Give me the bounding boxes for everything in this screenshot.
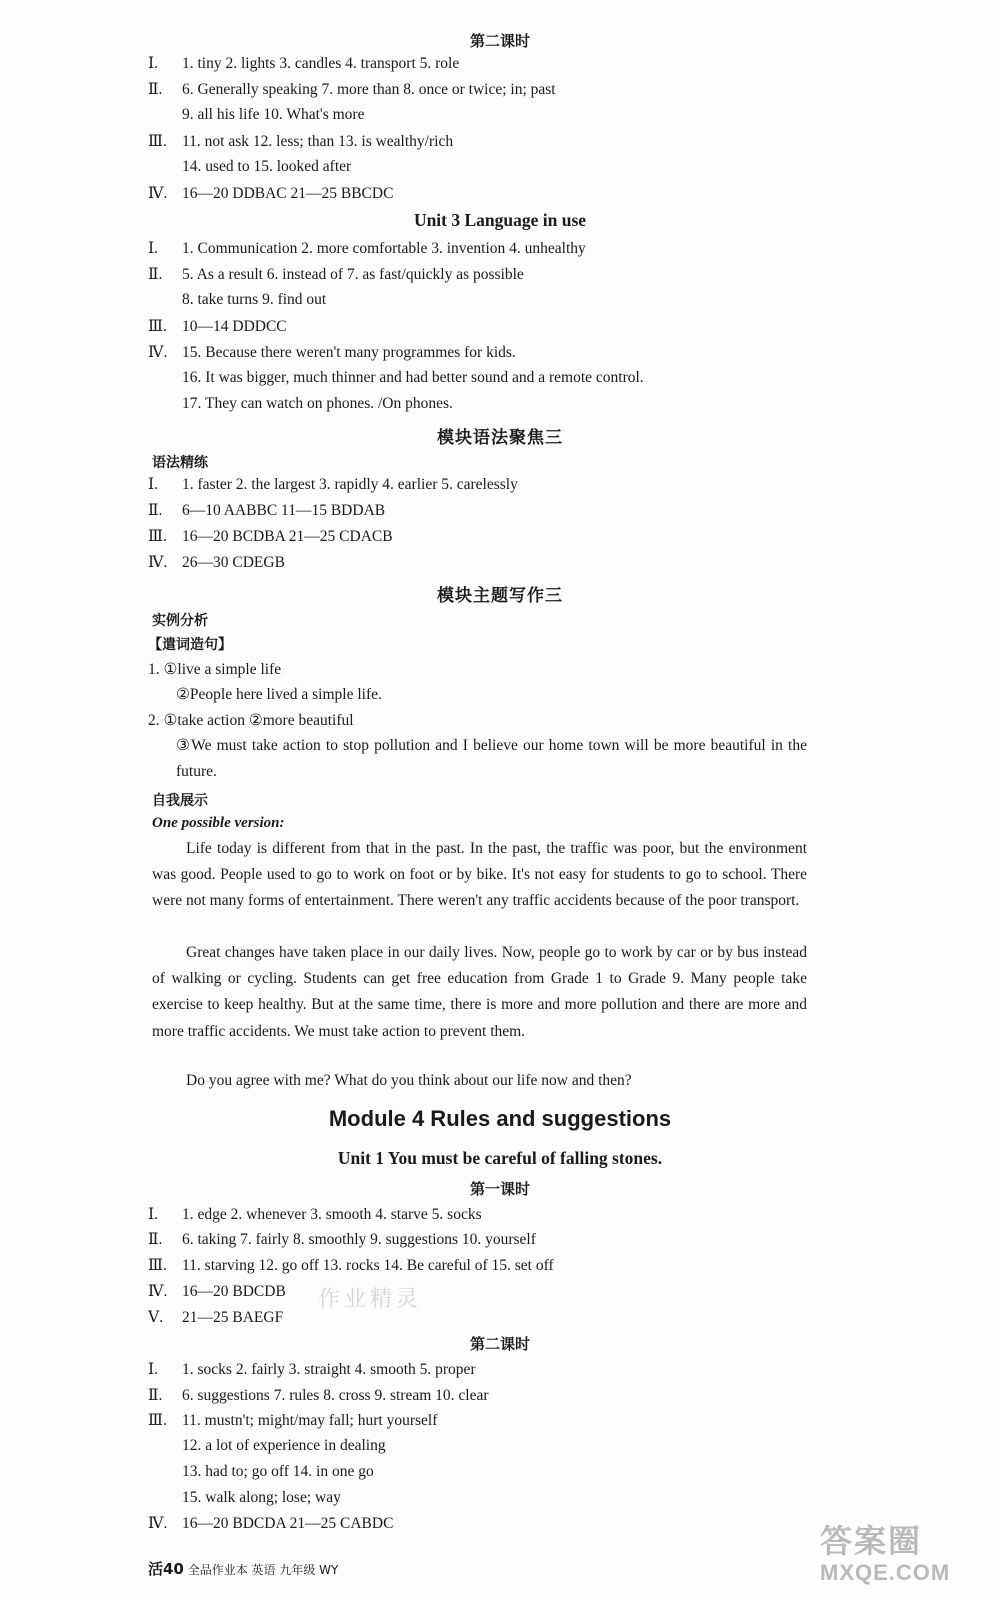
self-display-subtitle: 自我展示 xyxy=(152,793,208,809)
grammar-subtitle: 语法精练 xyxy=(152,455,208,471)
module-title: Module 4 Rules and suggestions xyxy=(328,1106,672,1131)
answer-line: Ⅲ. 11. mustn't; might/may fall; hurt yourself xyxy=(148,1412,438,1429)
grammar-module-title: 模块语法聚焦三 xyxy=(437,428,563,448)
answer-line: Ⅰ. 1. tiny 2. lights 3. candles 4. transport 5. role xyxy=(148,55,460,72)
answer-line: Ⅲ. 11. starving 12. go off 13. rocks 14. Be careful of 15. set off xyxy=(148,1257,554,1274)
stamp-url: MXQE.COM xyxy=(820,1560,951,1585)
answer-line: Ⅳ. 16—20 BDCDA 21—25 CABDC xyxy=(148,1515,394,1532)
page-footer xyxy=(148,1558,338,1579)
sentence-item: ②People here lived a simple life. xyxy=(176,686,382,703)
essay-paragraph: Great changes have taken place in our daily lives. Now, people go to work by car or by bus instead of walking or cycling. Students can get free education from Grade 1 to Grade 9. Many people take exercise to keep healthy. But at the same time, there is more and more pollution and there are more and more traffic accidents. We must take action to prevent them. xyxy=(152,944,807,1040)
answer-line: Ⅲ. 11. not ask 12. less; than 13. is wealthy/rich xyxy=(148,133,454,150)
answer-line: Ⅰ. 1. edge 2. whenever 3. smooth 4. starve 5. socks xyxy=(148,1206,482,1223)
answer-line: Ⅱ. 6. Generally speaking 7. more than 8. once or twice; in; past xyxy=(148,81,556,98)
answer-line: Ⅳ. 26—30 CDEGB xyxy=(148,554,285,571)
answer-line: Ⅱ. 6. suggestions 7. rules 8. cross 9. stream 10. clear xyxy=(148,1387,489,1404)
answer-line: 16. It was bigger, much thinner and had better sound and a remote control. xyxy=(182,369,644,386)
writing-module-title: 模块主题写作三 xyxy=(437,586,563,606)
watermark-text: 作业精灵 xyxy=(318,1287,423,1312)
unit-title: Unit 3 Language in use xyxy=(413,210,587,230)
sentence-item: 1. ①live a simple life xyxy=(148,661,282,678)
version-label: One possible version: xyxy=(152,815,285,831)
word-sentence-subtitle: 【遣词造句】 xyxy=(148,637,232,653)
answer-line: Ⅰ. 1. socks 2. fairly 3. straight 4. smooth 5. proper xyxy=(148,1361,476,1378)
example-analysis-subtitle: 实例分析 xyxy=(152,613,208,629)
sentence-item: 2. ①take action ②more beautiful xyxy=(148,712,354,729)
answer-line: 15. walk along; lose; way xyxy=(182,1489,341,1506)
essay-paragraph: Life today is different from that in the past. In the past, the traffic was poor, but the environment was good. People used to go to work on foot or by bike. It's not easy for students to go to school. There were not many forms of entertainment. There weren't any traffic accidents because of the poor transport. xyxy=(152,840,807,910)
book-info: 全品作业本 英语 九年级 WY xyxy=(187,1563,339,1577)
answer-line: Ⅳ. 15. Because there weren't many programmes for kids. xyxy=(148,344,516,361)
site-stamp-logo xyxy=(816,1516,978,1588)
answer-line: Ⅱ. 6—10 AABBC 11—15 BDDAB xyxy=(148,502,386,519)
unit-title: Unit 1 You must be careful of falling stones. xyxy=(337,1148,663,1168)
stamp-title: 答案圈 xyxy=(820,1522,923,1560)
answer-line: Ⅴ. 21—25 BAEGF xyxy=(148,1309,284,1326)
page-number: 活40 xyxy=(148,1560,184,1578)
answer-line: 14. used to 15. looked after xyxy=(182,158,352,175)
answer-line: 9. all his life 10. What's more xyxy=(182,106,365,123)
answer-line: Ⅳ. 16—20 DDBAC 21—25 BBCDC xyxy=(148,185,394,202)
answer-line: Ⅰ. 1. Communication 2. more comfortable 3. invention 4. unhealthy xyxy=(148,240,586,257)
answer-line: Ⅱ. 5. As a result 6. instead of 7. as fast/quickly as possible xyxy=(148,266,524,283)
answer-line: Ⅲ. 16—20 BCDBA 21—25 CDACB xyxy=(148,528,393,545)
essay-paragraph: Do you agree with me? What do you think about our life now and then? xyxy=(186,1072,632,1089)
answer-line: 13. had to; go off 14. in one go xyxy=(182,1463,374,1480)
lesson-title: 第二课时 xyxy=(469,32,530,50)
lesson-title: 第一课时 xyxy=(469,1180,530,1198)
answer-line: Ⅰ. 1. faster 2. the largest 3. rapidly 4. earlier 5. carelessly xyxy=(148,476,518,493)
sentence-item: ③We must take action to stop pollution and I believe our home town will be more beautiful in the future. xyxy=(176,737,807,781)
answer-line: Ⅲ. 10—14 DDDCC xyxy=(148,318,287,335)
answer-line: 8. take turns 9. find out xyxy=(182,291,327,308)
answer-line: Ⅱ. 6. taking 7. fairly 8. smoothly 9. suggestions 10. yourself xyxy=(148,1231,536,1248)
lesson-title: 第二课时 xyxy=(469,1335,530,1353)
answer-line: 12. a lot of experience in dealing xyxy=(182,1437,386,1454)
answer-line: 17. They can watch on phones. /On phones. xyxy=(182,395,453,412)
answer-line: Ⅳ. 16—20 BDCDB xyxy=(148,1283,286,1300)
